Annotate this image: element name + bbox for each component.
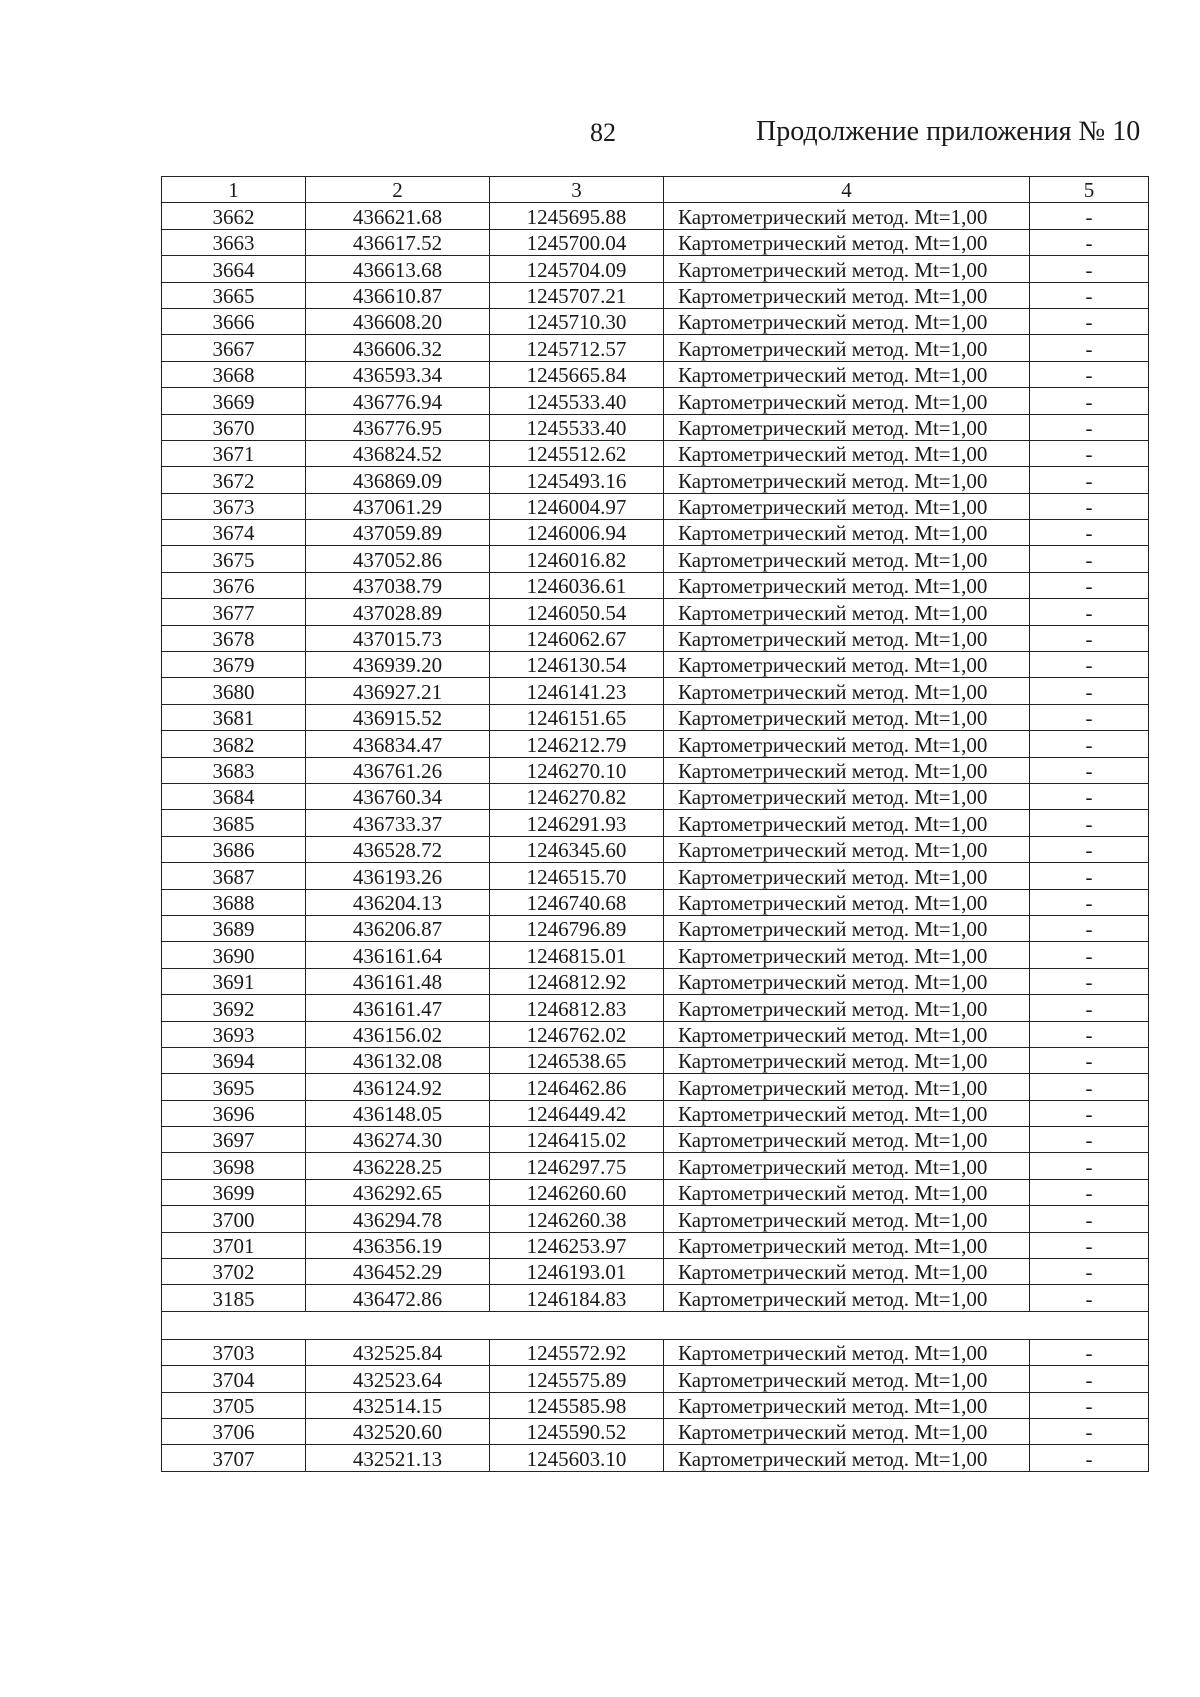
point-number-cell: 3665 [162,282,306,308]
method-cell: Картометрический метод. Mt=1,00 [664,1339,1030,1365]
y-coordinate-cell: 1245585.98 [490,1392,664,1418]
x-coordinate-cell: 437038.79 [306,572,490,598]
method-cell: Картометрический метод. Mt=1,00 [664,388,1030,414]
y-coordinate-cell: 1246449.42 [490,1100,664,1126]
point-number-cell: 3703 [162,1339,306,1365]
x-coordinate-cell: 437061.29 [306,493,490,519]
table-row [162,836,1149,862]
point-number-cell: 3707 [162,1445,306,1471]
note-cell: - [1030,1418,1149,1444]
x-coordinate-cell: 436824.52 [306,440,490,466]
point-number-cell: 3689 [162,915,306,941]
table-row [162,625,1149,651]
x-coordinate-cell: 436733.37 [306,810,490,836]
method-cell: Картометрический метод. Mt=1,00 [664,546,1030,572]
point-number-cell: 3680 [162,678,306,704]
y-coordinate-cell: 1245575.89 [490,1366,664,1392]
table-row [162,1285,1149,1311]
note-cell: - [1030,1366,1149,1392]
point-number-cell: 3694 [162,1047,306,1073]
method-cell: Картометрический метод. Mt=1,00 [664,467,1030,493]
x-coordinate-cell: 436760.34 [306,783,490,809]
table-row [162,1153,1149,1179]
point-number-cell: 3699 [162,1179,306,1205]
method-cell: Картометрический метод. Mt=1,00 [664,942,1030,968]
table-row [162,889,1149,915]
method-cell: Картометрический метод. Mt=1,00 [664,361,1030,387]
x-coordinate-cell: 436452.29 [306,1259,490,1285]
method-cell: Картометрический метод. Mt=1,00 [664,1445,1030,1471]
x-coordinate-cell: 436915.52 [306,704,490,730]
x-coordinate-cell: 436617.52 [306,229,490,255]
note-cell: - [1030,335,1149,361]
column-header: 1 [162,177,306,203]
method-cell: Картометрический метод. Mt=1,00 [664,256,1030,282]
x-coordinate-cell: 436528.72 [306,836,490,862]
x-coordinate-cell: 436761.26 [306,757,490,783]
method-cell: Картометрический метод. Mt=1,00 [664,1206,1030,1232]
method-cell: Картометрический метод. Mt=1,00 [664,203,1030,229]
y-coordinate-cell: 1246212.79 [490,731,664,757]
note-cell: - [1030,836,1149,862]
method-cell: Картометрический метод. Mt=1,00 [664,1232,1030,1258]
note-cell: - [1030,889,1149,915]
x-coordinate-cell: 436161.64 [306,942,490,968]
method-cell: Картометрический метод. Mt=1,00 [664,572,1030,598]
point-number-cell: 3682 [162,731,306,757]
group-separator-row [162,1311,1149,1339]
note-cell: - [1030,731,1149,757]
table-row [162,1100,1149,1126]
note-cell: - [1030,467,1149,493]
table-row [162,1127,1149,1153]
x-coordinate-cell: 436292.65 [306,1179,490,1205]
method-cell: Картометрический метод. Mt=1,00 [664,836,1030,862]
x-coordinate-cell: 436869.09 [306,467,490,493]
column-header: 5 [1030,177,1149,203]
note-cell: - [1030,968,1149,994]
note-cell: - [1030,1285,1149,1311]
method-cell: Картометрический метод. Mt=1,00 [664,889,1030,915]
point-number-cell: 3683 [162,757,306,783]
table-row [162,493,1149,519]
x-coordinate-cell: 436294.78 [306,1206,490,1232]
point-number-cell: 3700 [162,1206,306,1232]
x-coordinate-cell: 437059.89 [306,520,490,546]
point-number-cell: 3662 [162,203,306,229]
y-coordinate-cell: 1245533.40 [490,388,664,414]
y-coordinate-cell: 1245695.88 [490,203,664,229]
point-number-cell: 3185 [162,1285,306,1311]
note-cell: - [1030,810,1149,836]
table-row [162,308,1149,334]
x-coordinate-cell: 436228.25 [306,1153,490,1179]
note-cell: - [1030,652,1149,678]
method-cell: Картометрический метод. Mt=1,00 [664,1127,1030,1153]
x-coordinate-cell: 432525.84 [306,1339,490,1365]
table-header-row [162,177,1149,203]
method-cell: Картометрический метод. Mt=1,00 [664,493,1030,519]
note-cell: - [1030,942,1149,968]
x-coordinate-cell: 436124.92 [306,1074,490,1100]
note-cell: - [1030,1153,1149,1179]
x-coordinate-cell: 436613.68 [306,256,490,282]
point-number-cell: 3690 [162,942,306,968]
y-coordinate-cell: 1246796.89 [490,915,664,941]
note-cell: - [1030,308,1149,334]
note-cell: - [1030,1206,1149,1232]
point-number-cell: 3684 [162,783,306,809]
table-row [162,1206,1149,1232]
point-number-cell: 3693 [162,1021,306,1047]
x-coordinate-cell: 436606.32 [306,335,490,361]
point-number-cell: 3697 [162,1127,306,1153]
x-coordinate-cell: 436206.87 [306,915,490,941]
note-cell: - [1030,1339,1149,1365]
note-cell: - [1030,1392,1149,1418]
note-cell: - [1030,1179,1149,1205]
y-coordinate-cell: 1246016.82 [490,546,664,572]
x-coordinate-cell: 437052.86 [306,546,490,572]
note-cell: - [1030,1021,1149,1047]
table-row [162,995,1149,1021]
note-cell: - [1030,1232,1149,1258]
note-cell: - [1030,520,1149,546]
y-coordinate-cell: 1246297.75 [490,1153,664,1179]
table-row [162,1366,1149,1392]
y-coordinate-cell: 1246141.23 [490,678,664,704]
y-coordinate-cell: 1246812.83 [490,995,664,1021]
y-coordinate-cell: 1245707.21 [490,282,664,308]
table-row [162,229,1149,255]
note-cell: - [1030,282,1149,308]
note-cell: - [1030,1074,1149,1100]
y-coordinate-cell: 1246260.60 [490,1179,664,1205]
table-row [162,546,1149,572]
method-cell: Картометрический метод. Mt=1,00 [664,282,1030,308]
point-number-cell: 3677 [162,599,306,625]
x-coordinate-cell: 436274.30 [306,1127,490,1153]
y-coordinate-cell: 1245590.52 [490,1418,664,1444]
x-coordinate-cell: 437015.73 [306,625,490,651]
method-cell: Картометрический метод. Mt=1,00 [664,783,1030,809]
note-cell: - [1030,203,1149,229]
point-number-cell: 3704 [162,1366,306,1392]
point-number-cell: 3687 [162,863,306,889]
note-cell: - [1030,783,1149,809]
table-row [162,942,1149,968]
y-coordinate-cell: 1246538.65 [490,1047,664,1073]
group-separator-cell [162,1311,1149,1339]
note-cell: - [1030,995,1149,1021]
table-row [162,467,1149,493]
y-coordinate-cell: 1246515.70 [490,863,664,889]
table-row [162,388,1149,414]
note-cell: - [1030,572,1149,598]
note-cell: - [1030,256,1149,282]
note-cell: - [1030,1445,1149,1471]
method-cell: Картометрический метод. Mt=1,00 [664,968,1030,994]
method-cell: Картометрический метод. Mt=1,00 [664,1366,1030,1392]
point-number-cell: 3691 [162,968,306,994]
note-cell: - [1030,599,1149,625]
table-row [162,757,1149,783]
x-coordinate-cell: 436608.20 [306,308,490,334]
method-cell: Картометрический метод. Mt=1,00 [664,1074,1030,1100]
y-coordinate-cell: 1245572.92 [490,1339,664,1365]
y-coordinate-cell: 1246036.61 [490,572,664,598]
y-coordinate-cell: 1246253.97 [490,1232,664,1258]
y-coordinate-cell: 1246462.86 [490,1074,664,1100]
method-cell: Картометрический метод. Mt=1,00 [664,1047,1030,1073]
point-number-cell: 3686 [162,836,306,862]
note-cell: - [1030,1259,1149,1285]
point-number-cell: 3663 [162,229,306,255]
method-cell: Картометрический метод. Mt=1,00 [664,1285,1030,1311]
x-coordinate-cell: 436148.05 [306,1100,490,1126]
point-number-cell: 3702 [162,1259,306,1285]
method-cell: Картометрический метод. Mt=1,00 [664,1021,1030,1047]
note-cell: - [1030,915,1149,941]
method-cell: Картометрический метод. Mt=1,00 [664,1179,1030,1205]
y-coordinate-cell: 1245710.30 [490,308,664,334]
point-number-cell: 3698 [162,1153,306,1179]
table-row [162,572,1149,598]
point-number-cell: 3701 [162,1232,306,1258]
page-caption: Продолжение приложения № 10 [756,116,1141,147]
point-number-cell: 3664 [162,256,306,282]
y-coordinate-cell: 1245512.62 [490,440,664,466]
y-coordinate-cell: 1246415.02 [490,1127,664,1153]
method-cell: Картометрический метод. Mt=1,00 [664,1153,1030,1179]
method-cell: Картометрический метод. Mt=1,00 [664,1259,1030,1285]
y-coordinate-cell: 1245704.09 [490,256,664,282]
point-number-cell: 3666 [162,308,306,334]
table-row [162,915,1149,941]
x-coordinate-cell: 436193.26 [306,863,490,889]
method-cell: Картометрический метод. Mt=1,00 [664,757,1030,783]
column-header: 3 [490,177,664,203]
table-row [162,678,1149,704]
y-coordinate-cell: 1246193.01 [490,1259,664,1285]
x-coordinate-cell: 436939.20 [306,652,490,678]
table-row [162,282,1149,308]
point-number-cell: 3695 [162,1074,306,1100]
method-cell: Картометрический метод. Mt=1,00 [664,863,1030,889]
table-row [162,1418,1149,1444]
x-coordinate-cell: 436621.68 [306,203,490,229]
y-coordinate-cell: 1246270.82 [490,783,664,809]
table-row [162,1021,1149,1047]
point-number-cell: 3671 [162,440,306,466]
point-number-cell: 3685 [162,810,306,836]
point-number-cell: 3668 [162,361,306,387]
y-coordinate-cell: 1246130.54 [490,652,664,678]
x-coordinate-cell: 436204.13 [306,889,490,915]
point-number-cell: 3688 [162,889,306,915]
table-row [162,203,1149,229]
table-row [162,256,1149,282]
table-row [162,783,1149,809]
x-coordinate-cell: 436161.48 [306,968,490,994]
y-coordinate-cell: 1246184.83 [490,1285,664,1311]
table-row [162,1392,1149,1418]
note-cell: - [1030,493,1149,519]
x-coordinate-cell: 436132.08 [306,1047,490,1073]
x-coordinate-cell: 436834.47 [306,731,490,757]
method-cell: Картометрический метод. Mt=1,00 [664,520,1030,546]
method-cell: Картометрический метод. Mt=1,00 [664,1418,1030,1444]
point-number-cell: 3681 [162,704,306,730]
note-cell: - [1030,863,1149,889]
note-cell: - [1030,414,1149,440]
x-coordinate-cell: 437028.89 [306,599,490,625]
table-row [162,863,1149,889]
method-cell: Картометрический метод. Mt=1,00 [664,625,1030,651]
x-coordinate-cell: 436356.19 [306,1232,490,1258]
x-coordinate-cell: 436610.87 [306,282,490,308]
y-coordinate-cell: 1246812.92 [490,968,664,994]
x-coordinate-cell: 436927.21 [306,678,490,704]
note-cell: - [1030,1127,1149,1153]
method-cell: Картометрический метод. Mt=1,00 [664,229,1030,255]
y-coordinate-cell: 1245700.04 [490,229,664,255]
table-row [162,440,1149,466]
note-cell: - [1030,1047,1149,1073]
page-number: 82 [590,118,616,147]
point-number-cell: 3679 [162,652,306,678]
method-cell: Картометрический метод. Mt=1,00 [664,440,1030,466]
point-number-cell: 3692 [162,995,306,1021]
column-header: 2 [306,177,490,203]
table-row [162,520,1149,546]
table-row [162,599,1149,625]
method-cell: Картометрический метод. Mt=1,00 [664,704,1030,730]
coordinates-table [161,176,1149,1472]
note-cell: - [1030,757,1149,783]
table-row [162,1179,1149,1205]
method-cell: Картометрический метод. Mt=1,00 [664,731,1030,757]
note-cell: - [1030,1100,1149,1126]
point-number-cell: 3706 [162,1418,306,1444]
method-cell: Картометрический метод. Mt=1,00 [664,915,1030,941]
table-row [162,810,1149,836]
table-row [162,968,1149,994]
x-coordinate-cell: 436472.86 [306,1285,490,1311]
table-row [162,1074,1149,1100]
y-coordinate-cell: 1246151.65 [490,704,664,730]
x-coordinate-cell: 432514.15 [306,1392,490,1418]
y-coordinate-cell: 1246762.02 [490,1021,664,1047]
point-number-cell: 3696 [162,1100,306,1126]
x-coordinate-cell: 432521.13 [306,1445,490,1471]
y-coordinate-cell: 1246006.94 [490,520,664,546]
y-coordinate-cell: 1245712.57 [490,335,664,361]
note-cell: - [1030,704,1149,730]
table-row [162,652,1149,678]
table-row [162,1259,1149,1285]
y-coordinate-cell: 1246291.93 [490,810,664,836]
y-coordinate-cell: 1245533.40 [490,414,664,440]
point-number-cell: 3673 [162,493,306,519]
x-coordinate-cell: 432523.64 [306,1366,490,1392]
x-coordinate-cell: 436593.34 [306,361,490,387]
method-cell: Картометрический метод. Mt=1,00 [664,599,1030,625]
table-row [162,1339,1149,1365]
method-cell: Картометрический метод. Mt=1,00 [664,1392,1030,1418]
point-number-cell: 3670 [162,414,306,440]
y-coordinate-cell: 1246050.54 [490,599,664,625]
note-cell: - [1030,546,1149,572]
table-row [162,414,1149,440]
method-cell: Картометрический метод. Mt=1,00 [664,995,1030,1021]
y-coordinate-cell: 1246004.97 [490,493,664,519]
table-row [162,361,1149,387]
method-cell: Картометрический метод. Mt=1,00 [664,810,1030,836]
method-cell: Картометрический метод. Mt=1,00 [664,652,1030,678]
point-number-cell: 3669 [162,388,306,414]
y-coordinate-cell: 1245665.84 [490,361,664,387]
point-number-cell: 3678 [162,625,306,651]
x-coordinate-cell: 436776.95 [306,414,490,440]
table-row [162,335,1149,361]
y-coordinate-cell: 1246062.67 [490,625,664,651]
table-row [162,1445,1149,1471]
note-cell: - [1030,229,1149,255]
x-coordinate-cell: 436156.02 [306,1021,490,1047]
method-cell: Картометрический метод. Mt=1,00 [664,335,1030,361]
table-row [162,1232,1149,1258]
y-coordinate-cell: 1246815.01 [490,942,664,968]
method-cell: Картометрический метод. Mt=1,00 [664,1100,1030,1126]
y-coordinate-cell: 1246260.38 [490,1206,664,1232]
point-number-cell: 3675 [162,546,306,572]
y-coordinate-cell: 1246345.60 [490,836,664,862]
x-coordinate-cell: 436161.47 [306,995,490,1021]
point-number-cell: 3705 [162,1392,306,1418]
x-coordinate-cell: 436776.94 [306,388,490,414]
table-row [162,704,1149,730]
table-row [162,731,1149,757]
x-coordinate-cell: 432520.60 [306,1418,490,1444]
y-coordinate-cell: 1245603.10 [490,1445,664,1471]
y-coordinate-cell: 1246740.68 [490,889,664,915]
point-number-cell: 3667 [162,335,306,361]
note-cell: - [1030,440,1149,466]
y-coordinate-cell: 1246270.10 [490,757,664,783]
note-cell: - [1030,361,1149,387]
note-cell: - [1030,678,1149,704]
point-number-cell: 3672 [162,467,306,493]
method-cell: Картометрический метод. Mt=1,00 [664,678,1030,704]
y-coordinate-cell: 1245493.16 [490,467,664,493]
note-cell: - [1030,625,1149,651]
note-cell: - [1030,388,1149,414]
method-cell: Картометрический метод. Mt=1,00 [664,414,1030,440]
table-row [162,1047,1149,1073]
point-number-cell: 3676 [162,572,306,598]
point-number-cell: 3674 [162,520,306,546]
method-cell: Картометрический метод. Mt=1,00 [664,308,1030,334]
column-header: 4 [664,177,1030,203]
